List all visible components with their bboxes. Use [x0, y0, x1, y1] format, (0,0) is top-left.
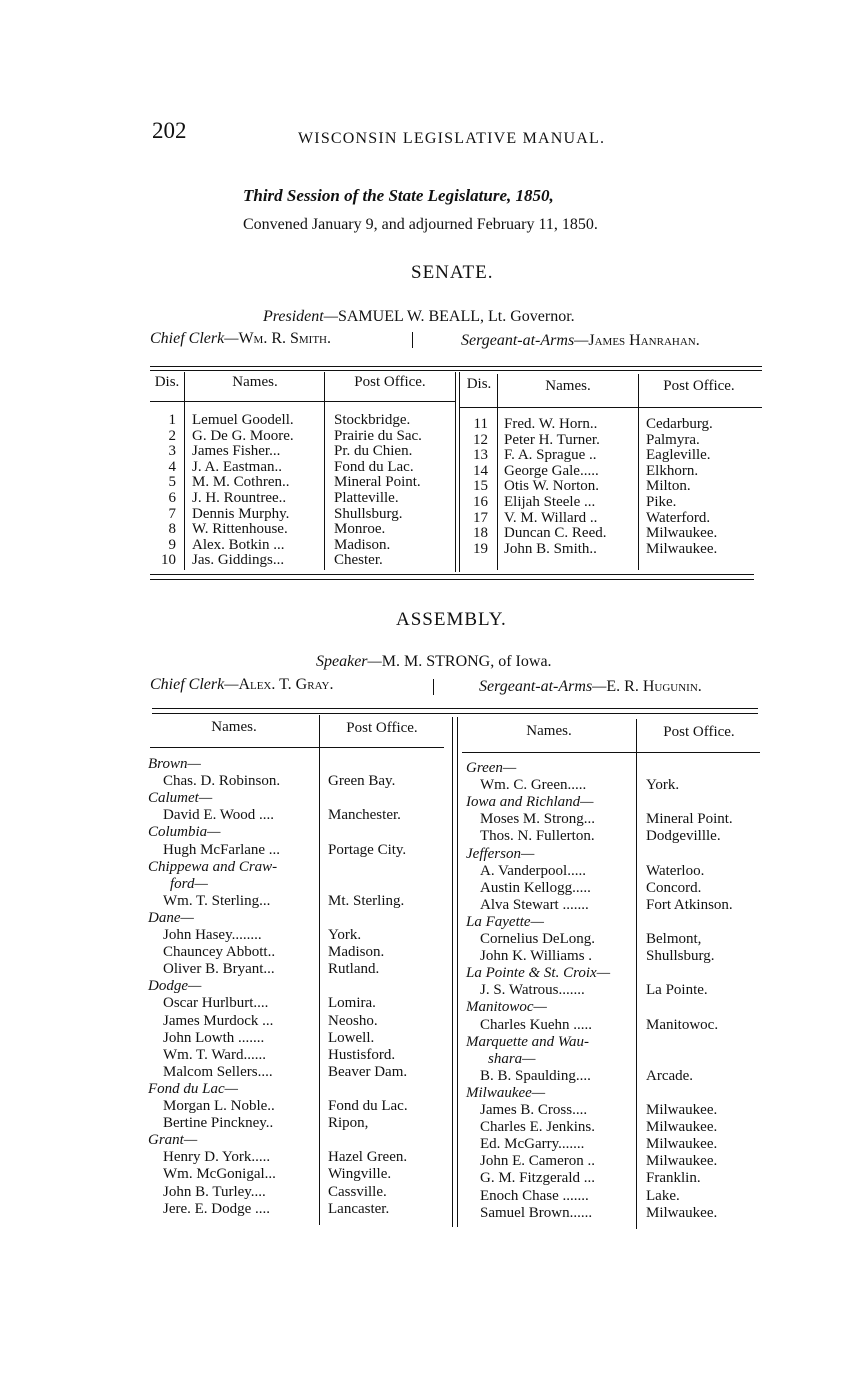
member-name: John E. Cameron ..	[480, 1153, 595, 1170]
assembly-chief-clerk-line	[150, 676, 333, 694]
district-number: 1	[168, 412, 176, 428]
convened-line: Convened January 9, and adjourned February 11, 1850.	[243, 216, 598, 233]
post-office: Dodgevillle.	[646, 828, 721, 845]
officer-divider	[433, 679, 434, 695]
running-head: WISCONSIN LEGISLATIVE MANUAL.	[298, 130, 606, 147]
senate-heading: SENATE.	[411, 262, 494, 283]
post-office: Portage City.	[328, 841, 407, 858]
county-label: Jefferson—	[466, 845, 535, 862]
post-office: Eagleville.	[646, 447, 711, 464]
county-label: Dane—	[148, 909, 194, 926]
district-number: 3	[168, 443, 176, 460]
post-office: Madison.	[328, 944, 385, 961]
senator-name: G. De G. Moore.	[192, 427, 294, 444]
sergeant-value: James Hanrahan.	[588, 332, 700, 349]
senator-name: J. A. Eastman..	[192, 458, 282, 475]
table-rule	[150, 747, 444, 748]
senate-president-line	[263, 308, 575, 326]
county-label: La Fayette—	[466, 913, 544, 930]
member-name: Jere. E. Dodge ....	[163, 1200, 271, 1217]
member-name: Oliver B. Bryant...	[163, 961, 275, 978]
senator-name: Peter H. Turner.	[504, 431, 600, 448]
col-header-names: Names.	[232, 374, 278, 390]
district-number: 9	[168, 536, 176, 553]
col-header-dis: Dis.	[154, 374, 180, 390]
county-label: Dodge—	[148, 978, 202, 995]
county-label: ford—	[170, 875, 208, 892]
county-label: Marquette and Wau-	[466, 1033, 590, 1050]
table-rule	[150, 366, 762, 367]
post-office: Hustisford.	[328, 1046, 396, 1063]
post-office: Elkhorn.	[646, 462, 699, 479]
table-rule	[462, 752, 760, 753]
district-number: 15	[473, 478, 488, 495]
member-name: Charles Kuehn .....	[480, 1016, 593, 1033]
post-office: Lake.	[646, 1187, 680, 1204]
post-office: Palmyra.	[646, 431, 700, 448]
post-office: Lomira.	[328, 995, 376, 1012]
post-office: Shullsburg.	[646, 948, 715, 965]
county-label: shara—	[488, 1050, 536, 1067]
post-office: Manitowoc.	[646, 1016, 719, 1033]
post-office: Belmont,	[646, 931, 702, 947]
member-name: Wm. C. Green.....	[480, 777, 587, 794]
post-office: Mt. Sterling.	[328, 892, 405, 909]
district-number: 18	[473, 525, 488, 542]
member-name: Enoch Chase .......	[480, 1187, 589, 1204]
col-divider	[636, 719, 637, 1229]
post-office: Cassville.	[328, 1183, 387, 1200]
table-rule	[150, 370, 762, 371]
member-name: B. B. Spaulding....	[480, 1067, 591, 1084]
post-office: Pike.	[646, 494, 677, 510]
chief-clerk-label: Chief Clerk—	[150, 330, 239, 347]
member-name: A. Vanderpool.....	[480, 862, 586, 879]
post-office: Pr. du Chien.	[334, 443, 413, 460]
post-office: Milwaukee.	[646, 1102, 718, 1118]
col-divider	[319, 715, 320, 1225]
post-office: Chester.	[334, 552, 383, 569]
chief-clerk-label: Chief Clerk—	[150, 676, 239, 693]
post-office: Neosho.	[328, 1012, 378, 1029]
member-name: Thos. N. Fullerton.	[480, 828, 595, 845]
col-header-names: Names.	[545, 378, 591, 394]
member-name: Austin Kellogg.....	[480, 879, 591, 896]
post-office: Manchester.	[328, 807, 401, 824]
post-office: Waterford.	[646, 509, 711, 526]
post-office: Mineral Point.	[334, 474, 421, 491]
member-name: Cornelius DeLong.	[480, 931, 595, 947]
table-rule	[150, 574, 754, 575]
senator-name: Otis W. Norton.	[504, 478, 600, 495]
member-name: James B. Cross....	[480, 1102, 588, 1118]
district-number: 16	[473, 494, 488, 510]
session-title: Third Session of the State Legislature, 1850,	[243, 186, 554, 205]
member-name: Hugh McFarlane ...	[163, 841, 281, 858]
county-label: Green—	[466, 760, 517, 776]
member-name: Alva Stewart .......	[480, 896, 589, 913]
table-rule	[150, 401, 456, 402]
member-name: Wm. T. Ward......	[163, 1046, 266, 1063]
col-divider	[455, 372, 456, 572]
county-label: Manitowoc—	[466, 999, 547, 1016]
col-header-names: Names.	[526, 723, 572, 739]
col-header-names: Names.	[211, 719, 257, 735]
post-office: Shullsburg.	[334, 505, 403, 522]
member-name: James Murdock ...	[163, 1012, 274, 1029]
post-office: Platteville.	[334, 490, 399, 506]
member-name: John Lowth .......	[163, 1029, 265, 1046]
assembly-speaker-line	[316, 653, 552, 671]
district-number: 11	[473, 416, 488, 432]
county-label: Fond du Lac—	[148, 1080, 238, 1097]
member-name: Bertine Pinckney..	[163, 1115, 274, 1132]
table-rule	[460, 407, 762, 408]
speaker-value: M. M. STRONG, of Iowa.	[381, 653, 552, 670]
member-name: John B. Turley....	[163, 1183, 266, 1200]
member-name: Malcom Sellers....	[163, 1063, 273, 1080]
district-number: 12	[473, 431, 488, 448]
member-name: Charles E. Jenkins.	[480, 1119, 595, 1136]
post-office: York.	[328, 927, 362, 943]
member-name: Morgan L. Noble..	[163, 1098, 275, 1114]
county-label: Milwaukee—	[466, 1084, 546, 1101]
officer-divider	[412, 332, 413, 348]
post-office: Milwaukee.	[646, 1119, 718, 1136]
member-name: Henry D. York.....	[163, 1149, 271, 1166]
table-rule	[150, 579, 754, 580]
assembly-sergeant-line	[479, 678, 702, 696]
assembly-heading: ASSEMBLY.	[396, 609, 507, 630]
member-name: Chauncey Abbott..	[163, 944, 276, 961]
chief-clerk-value: Wm. R. Smith.	[238, 330, 331, 347]
senator-name: Dennis Murphy.	[192, 505, 290, 522]
member-name: Moses M. Strong...	[480, 811, 596, 828]
member-name: Samuel Brown......	[480, 1204, 593, 1221]
district-number: 17	[473, 509, 488, 526]
post-office: York.	[646, 777, 680, 794]
post-office: Green Bay.	[328, 773, 396, 790]
county-label: Columbia—	[148, 824, 221, 841]
member-name: Ed. McGarry.......	[480, 1136, 585, 1153]
senator-name: Fred. W. Horn..	[504, 416, 598, 432]
sergeant-value: E. R. Hugunin.	[606, 678, 702, 695]
senator-name: James Fisher...	[192, 443, 281, 460]
senator-name: V. M. Willard ..	[504, 509, 598, 526]
county-label: Iowa and Richland—	[466, 794, 594, 811]
post-office: Franklin.	[646, 1170, 701, 1187]
col-divider	[638, 374, 639, 570]
post-office: Rutland.	[328, 961, 380, 978]
post-office: Mineral Point.	[646, 811, 733, 828]
post-office: Concord.	[646, 879, 702, 896]
president-value: SAMUEL W. BEALL, Lt. Governor.	[337, 308, 575, 325]
post-office: Milwaukee.	[646, 1204, 718, 1221]
post-office: Prairie du Sac.	[334, 427, 422, 444]
member-name: Chas. D. Robinson.	[163, 773, 281, 790]
post-office: Ripon,	[328, 1115, 369, 1132]
county-label: Chippewa and Craw-	[148, 858, 278, 875]
district-number: 14	[473, 462, 488, 479]
senator-name: John B. Smith..	[504, 540, 597, 557]
col-divider	[184, 372, 185, 570]
member-name: Wm. T. Sterling...	[163, 892, 271, 909]
senator-name: George Gale.....	[504, 462, 599, 479]
district-number: 2	[168, 427, 176, 444]
col-divider	[497, 374, 498, 570]
col-divider	[324, 372, 325, 570]
col-divider	[457, 717, 458, 1227]
senator-name: Lemuel Goodell.	[192, 412, 294, 428]
post-office: Arcade.	[646, 1067, 694, 1084]
col-header-post-office: Post Office.	[663, 378, 735, 394]
post-office: Milwaukee.	[646, 1153, 718, 1170]
col-header-post-office: Post Office.	[346, 720, 418, 736]
post-office: Beaver Dam.	[328, 1063, 408, 1080]
col-header-post-office: Post Office.	[663, 724, 735, 740]
county-label: Brown—	[148, 756, 201, 772]
district-number: 4	[168, 458, 176, 475]
table-rule	[152, 713, 758, 714]
senator-name: J. H. Rountree..	[192, 490, 287, 506]
post-office: Madison.	[334, 536, 391, 553]
member-name: G. M. Fitzgerald ...	[480, 1170, 595, 1187]
president-label: President—	[263, 308, 338, 325]
sergeant-label: Sergeant-at-Arms—	[461, 332, 589, 349]
post-office: Waterloo.	[646, 862, 705, 879]
member-name: Wm. McGonigal...	[163, 1166, 276, 1183]
senator-name: W. Rittenhouse.	[192, 521, 288, 538]
senate-sergeant-line	[461, 332, 700, 350]
district-number: 19	[473, 540, 488, 557]
post-office: Hazel Green.	[328, 1149, 408, 1166]
col-divider	[452, 717, 453, 1227]
member-name: John Hasey........	[163, 927, 262, 943]
district-number: 7	[168, 505, 176, 522]
post-office: Milwaukee.	[646, 525, 718, 542]
post-office: Fort Atkinson.	[646, 896, 733, 913]
district-number: 6	[168, 490, 176, 506]
post-office: Fond du Lac.	[334, 458, 414, 475]
senator-name: F. A. Sprague ..	[504, 447, 597, 464]
post-office: Milwaukee.	[646, 540, 718, 557]
member-name: David E. Wood ....	[163, 807, 275, 824]
post-office: Stockbridge.	[334, 412, 411, 428]
county-label: Grant—	[148, 1132, 198, 1149]
post-office: Lowell.	[328, 1029, 375, 1046]
county-label: La Pointe & St. Croix—	[466, 965, 611, 982]
senator-name: Jas. Giddings...	[192, 552, 285, 569]
post-office: Milwaukee.	[646, 1136, 718, 1153]
sergeant-label: Sergeant-at-Arms—	[479, 678, 607, 695]
senator-name: Elijah Steele ...	[504, 494, 596, 510]
col-header-post-office: Post Office.	[354, 374, 426, 390]
col-header-dis: Dis.	[466, 376, 492, 392]
senator-name: M. M. Cothren..	[192, 474, 290, 491]
senate-chief-clerk-line	[150, 330, 331, 348]
post-office: Lancaster.	[328, 1200, 390, 1217]
member-name: John K. Williams .	[480, 948, 593, 965]
post-office: La Pointe.	[646, 982, 708, 999]
post-office: Fond du Lac.	[328, 1098, 408, 1114]
senator-name: Duncan C. Reed.	[504, 525, 607, 542]
district-number: 8	[168, 521, 176, 538]
speaker-label: Speaker—	[316, 653, 382, 670]
table-rule	[152, 708, 758, 709]
post-office: Wingville.	[328, 1166, 392, 1183]
page-number: 202	[152, 118, 187, 143]
member-name: Oscar Hurlburt....	[163, 995, 269, 1012]
post-office: Cedarburg.	[646, 416, 713, 432]
post-office: Milton.	[646, 478, 691, 495]
district-number: 5	[168, 474, 176, 491]
district-number: 13	[473, 447, 488, 464]
district-number: 10	[161, 552, 176, 569]
senator-name: Alex. Botkin ...	[192, 536, 285, 553]
chief-clerk-value: Alex. T. Gray.	[238, 676, 334, 693]
county-label: Calumet—	[148, 790, 213, 807]
member-name: J. S. Watrous.......	[480, 982, 585, 999]
post-office: Monroe.	[334, 521, 386, 538]
